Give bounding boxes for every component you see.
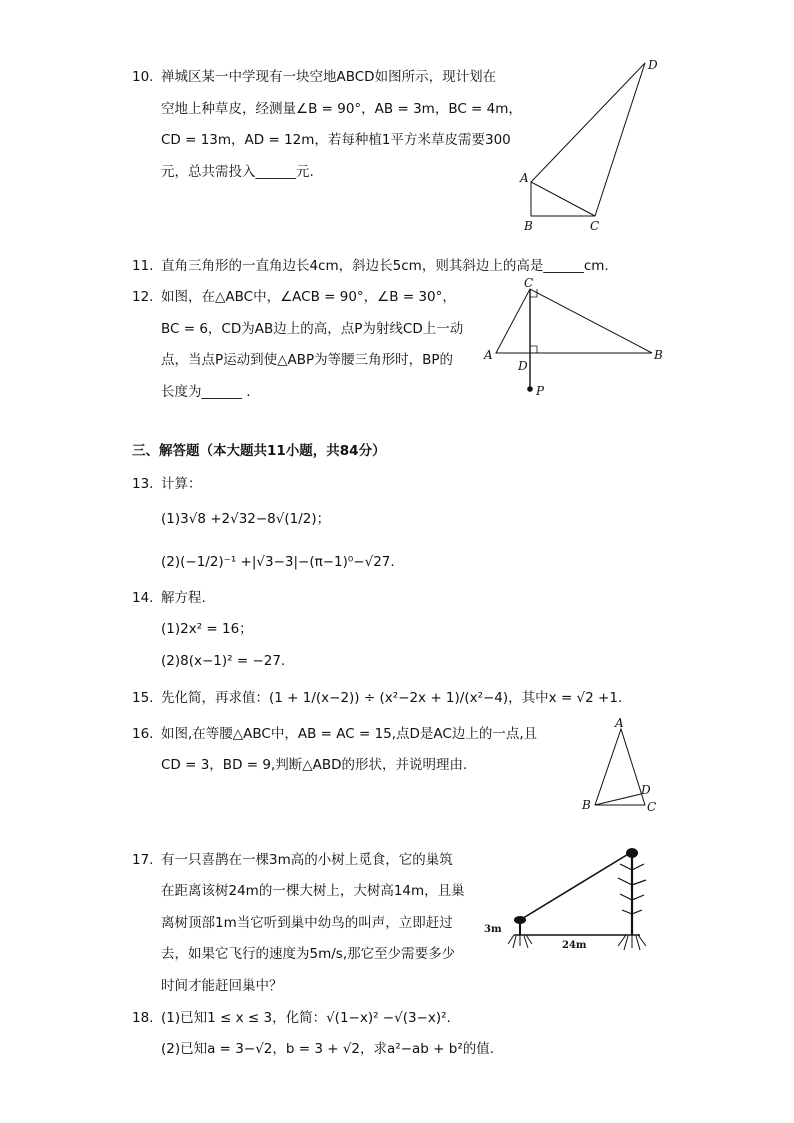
isosceles-triangle-figure <box>575 715 675 815</box>
question-text-line: (2)(−1/2)⁻¹ +|√3−3|−(π−1)⁰−√27. <box>161 554 395 570</box>
label-distance: 24m <box>562 940 587 951</box>
magpie-trees-figure <box>480 840 670 960</box>
triangle-abc-figure <box>480 275 670 405</box>
question-text-line: 元，总共需投入______元. <box>161 164 314 180</box>
question-number: 13. <box>132 476 154 492</box>
question-text-line: 先化简，再求值：(1 + 1/(x−2)) ÷ (x²−2x + 1)/(x²−4)，其中x = √2 +1. <box>161 690 623 706</box>
question-text-line: (1)已知1 ≤ x ≤ 3，化简：√(1−x)² −√(3−x)². <box>161 1010 451 1026</box>
question-text-line: 有一只喜鹊在一棵3m高的小树上觅食，它的巢筑 <box>161 852 453 868</box>
question-text-line: 在距离该树24m的一棵大树上，大树高14m，且巢 <box>161 883 465 899</box>
question-text-line: 空地上种草皮，经测量∠B = 90°，AB = 3m，BC = 4m， <box>161 101 522 117</box>
label-b: B <box>524 219 533 233</box>
quadrilateral-abcd-figure <box>510 55 670 235</box>
label-p: P <box>536 384 545 398</box>
label-small-tree-height: 3m <box>484 924 502 935</box>
question-text-line: (1)2x² = 16； <box>161 621 253 637</box>
question-text-line: 计算： <box>161 476 202 492</box>
label-d: D <box>648 58 658 72</box>
question-number: 11. <box>132 258 154 274</box>
question-text-line: 解方程. <box>161 590 206 606</box>
small-tree-icon <box>508 916 532 948</box>
label-c: C <box>524 276 534 290</box>
label-b: B <box>654 348 663 362</box>
section-heading: 三、解答题（本大题共11小题，共84分） <box>132 443 386 459</box>
question-number: 18. <box>132 1010 154 1026</box>
question-number: 16. <box>132 726 154 742</box>
question-number: 12. <box>132 289 154 305</box>
question-text-line: (2)已知a = 3−√2，b = 3 + √2，求a²−ab + b²的值. <box>161 1041 495 1057</box>
question-number: 14. <box>132 590 154 606</box>
question-text-line: 禅城区某一中学现有一块空地ABCD如图所示，现计划在 <box>161 69 497 85</box>
label-d: D <box>641 783 651 797</box>
question-text-line: 离树顶部1m当它听到巢中幼鸟的叫声，立即赶过 <box>161 915 453 931</box>
question-text-line: (2)8(x−1)² = −27. <box>161 653 286 669</box>
question-number: 15. <box>132 690 154 706</box>
question-text-line: 时间才能赶回巢中？ <box>161 978 283 994</box>
question-text-line: 去，如果它飞行的速度为5m/s,那它至少需要多少 <box>161 946 456 962</box>
label-c: C <box>590 219 600 233</box>
label-a: A <box>615 716 624 730</box>
question-text-line: BC = 6，CD为AB边上的高，点P为射线CD上一动 <box>161 321 464 337</box>
question-text-line: 直角三角形的一直角边长4cm，斜边长5cm，则其斜边上的高是______cm. <box>161 258 609 274</box>
question-number: 17. <box>132 852 154 868</box>
label-b: B <box>582 798 591 812</box>
question-text-line: CD = 3，BD = 9,判断△ABD的形状，并说明理由. <box>161 757 468 773</box>
label-a: A <box>520 171 529 185</box>
question-text-line: (1)3√8 +2√32−8√(1/2)； <box>161 511 331 527</box>
question-number: 10. <box>132 69 154 85</box>
question-text-line: 如图，在△ABC中，∠ACB = 90°，∠B = 30°， <box>161 289 456 305</box>
question-text-line: 长度为______ . <box>161 384 251 400</box>
label-c: C <box>647 800 657 814</box>
question-text-line: 点，当点P运动到使△ABP为等腰三角形时，BP的 <box>161 352 454 368</box>
question-text-line: 如图,在等腰△ABC中，AB = AC = 15,点D是AC边上的一点,且 <box>161 726 538 742</box>
label-d: D <box>518 359 528 373</box>
label-a: A <box>484 348 493 362</box>
question-text-line: CD = 13m，AD = 12m，若每种植1平方米草皮需要300 <box>161 132 511 148</box>
